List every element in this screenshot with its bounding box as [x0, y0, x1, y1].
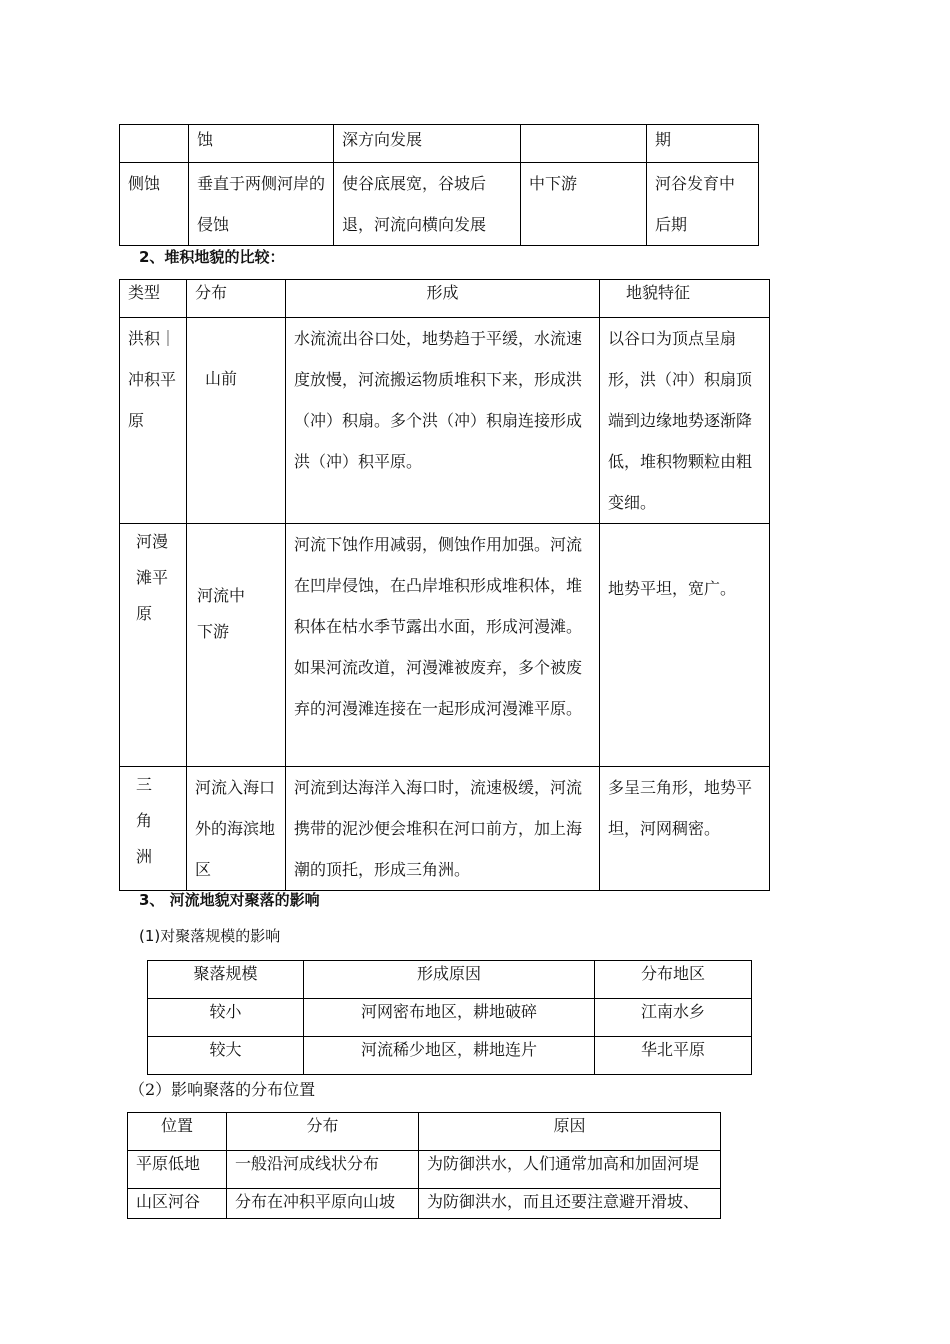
table-cell: 河网密布地区，耕地破碎	[304, 999, 595, 1037]
table-header-row	[120, 280, 770, 318]
table-cell: 为防御洪水，人们通常加高和加固河堤	[419, 1151, 721, 1189]
type-cell: 三角洲	[120, 767, 187, 891]
table-cell: 华北平原	[595, 1037, 752, 1075]
header-scale: 聚落规模	[148, 961, 304, 999]
header-location: 位置	[128, 1113, 227, 1151]
distribution-cell: 河流入海口外的海滨地区	[187, 767, 286, 891]
subsection-2-title: （2）影响聚落的分布位置	[129, 1080, 316, 1099]
formation-cell: 河流到达海洋入海口时，流速极缓，河流携带的泥沙便会堆积在河口前方，加上海潮的顶托，形成三角洲。	[286, 767, 600, 891]
table-row	[128, 1151, 721, 1189]
header-cause: 形成原因	[304, 961, 595, 999]
table-cell: 较大	[148, 1037, 304, 1075]
distribution-cell: 河流中下游	[187, 524, 286, 767]
type-cell: 河漫滩平原	[120, 524, 187, 767]
header-distribution: 分布	[227, 1113, 419, 1151]
table-cell: 深方向发展	[334, 125, 521, 163]
table-cell	[521, 125, 647, 163]
formation-cell: 水流流出谷口处，地势趋于平缓，水流速度放慢，河流搬运物质堆积下来，形成洪（冲）积扇。多个洪（冲）积扇连接形成洪（冲）积平原。	[286, 318, 600, 524]
features-cell: 以谷口为顶点呈扇形，洪（冲）积扇顶端到边缘地势逐渐降低，堆积物颗粒由粗变细。	[600, 318, 770, 524]
distribution-cell: 山前	[187, 318, 286, 524]
header-reason: 原因	[419, 1113, 721, 1151]
table-cell: 江南水乡	[595, 999, 752, 1037]
formation-cell: 河流下蚀作用减弱，侧蚀作用加强。河流在凹岸侵蚀，在凸岸堆积形成堆积体，堆积体在枯水季节露出水面，形成河漫滩。如果河流改道，河漫滩被废弃，多个被废弃的河漫滩连接在一起形成河漫滩平原。	[286, 524, 600, 767]
subsection-1-title: (1)对聚落规模的影响	[139, 927, 281, 945]
table-cell: 山区河谷	[128, 1189, 227, 1219]
table-cell: 河谷发育中后期	[647, 163, 759, 246]
table-header-row	[128, 1113, 721, 1151]
deposition-table	[119, 279, 770, 891]
table-row	[120, 125, 759, 163]
table-cell: 蚀	[189, 125, 334, 163]
table-cell: 侧蚀	[120, 163, 189, 246]
table-cell: 平原低地	[128, 1151, 227, 1189]
header-features: 地貌特征	[600, 280, 770, 318]
section-2-title: 2、堆积地貌的比较：	[139, 248, 285, 266]
header-formation: 形成	[286, 280, 600, 318]
table-cell: 使谷底展宽，谷坡后退，河流向横向发展	[334, 163, 521, 246]
table-cell: 河流稀少地区，耕地连片	[304, 1037, 595, 1075]
features-cell: 地势平坦，宽广。	[600, 524, 770, 767]
table-cell	[120, 125, 189, 163]
table-cell: 为防御洪水，而且还要注意避开滑坡、	[419, 1189, 721, 1219]
table-cell: 一般沿河成线状分布	[227, 1151, 419, 1189]
table-row	[120, 318, 770, 524]
header-distribution: 分布	[187, 280, 286, 318]
features-cell: 多呈三角形，地势平坦，河网稠密。	[600, 767, 770, 891]
type-cell: 洪积｜冲积平原	[120, 318, 187, 524]
settlement-location-table	[127, 1112, 721, 1219]
table-row	[148, 999, 752, 1037]
table-row	[120, 163, 759, 246]
section-3-title: 3、 河流地貌对聚落的影响	[139, 891, 320, 909]
table-cell: 中下游	[521, 163, 647, 246]
settlement-scale-table	[147, 960, 752, 1075]
table-row	[120, 767, 770, 891]
table-cell: 期	[647, 125, 759, 163]
table-row	[120, 524, 770, 767]
table-row	[128, 1189, 721, 1219]
header-region: 分布地区	[595, 961, 752, 999]
erosion-table	[119, 124, 759, 246]
header-type: 类型	[120, 280, 187, 318]
table-cell: 较小	[148, 999, 304, 1037]
table-cell: 分布在冲积平原向山坡	[227, 1189, 419, 1219]
table-row	[148, 1037, 752, 1075]
table-header-row	[148, 961, 752, 999]
table-cell: 垂直于两侧河岸的侵蚀	[189, 163, 334, 246]
